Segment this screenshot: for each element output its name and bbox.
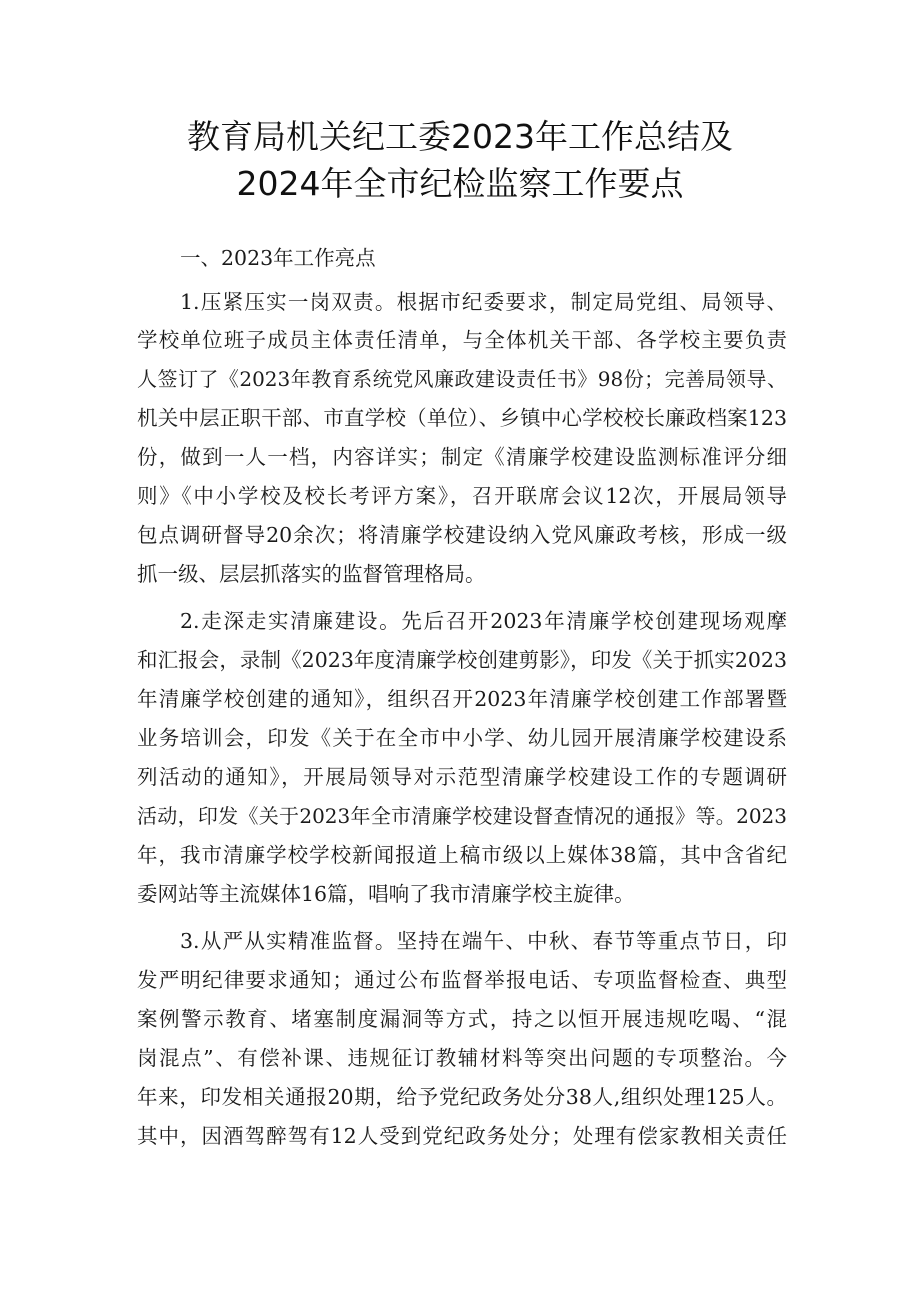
document-title-line-2: 2024年全市纪检监察工作要点 — [236, 164, 684, 203]
paragraph-3-line: 年来，印发相关通报20期，给予党纪政务处分38人,组织处理125人。 — [137, 1085, 787, 1109]
paragraph-2-line: 年，我市清廉学校学校新闻报道上稿市级以上媒体38篇，其中含省纪 — [137, 843, 787, 867]
paragraph-1-line: 抓一级、层层抓落实的监督管理格局。 — [137, 562, 486, 586]
paragraph-2-line: 2.走深走实清廉建设。先后召开2023年清廉学校创建现场观摩 — [180, 609, 787, 633]
paragraph-2-line: 委网站等主流媒体16篇，唱响了我市清廉学校主旋律。 — [137, 882, 635, 906]
section-heading: 一、2023年工作亮点 — [180, 246, 376, 270]
paragraph-3-line: 其中，因酒驾醉驾有12人受到党纪政务处分；处理有偿家教相关责任 — [137, 1124, 787, 1148]
paragraph-2-line: 年清廉学校创建的通知》，组织召开2023年清廉学校创建工作部署暨 — [137, 687, 787, 711]
paragraph-2-line: 业务培训会，印发《关于在全市中小学、幼儿园开展清廉学校建设系 — [137, 726, 787, 750]
paragraph-1-line: 包点调研督导20余次；将清廉学校建设纳入党风廉政考核，形成一级 — [137, 523, 787, 547]
paragraph-2-line: 列活动的通知》，开展局领导对示范型清廉学校建设工作的专题调研 — [137, 765, 787, 789]
document-title-line-1: 教育局机关纪工委2023年工作总结及 — [187, 117, 733, 156]
paragraph-3-line: 发严明纪律要求通知；通过公布监督举报电话、专项监督检查、典型 — [137, 968, 787, 992]
paragraph-3-line: 岗混点”、有偿补课、违规征订教辅材料等突出问题的专项整治。今 — [137, 1046, 787, 1070]
paragraph-1-line: 则》《中小学校及校长考评方案》，召开联席会议12次，开展局领导 — [137, 484, 787, 508]
paragraph-2-line: 和汇报会，录制《2023年度清廉学校创建剪影》，印发《关于抓实2023 — [137, 648, 787, 672]
paragraph-1-line: 人签订了《2023年教育系统党风廉政建设责任书》98份；完善局领导、 — [137, 367, 787, 391]
paragraph-1-line: 1.压紧压实一岗双责。根据市纪委要求，制定局党组、局领导、 — [180, 290, 787, 314]
paragraph-1-line: 机关中层正职干部、市直学校（单位）、乡镇中心学校校长廉政档案123 — [137, 406, 787, 430]
paragraph-3-line: 案例警示教育、堵塞制度漏洞等方式，持之以恒开展违规吃喝、“混 — [137, 1007, 787, 1031]
paragraph-3-line: 3.从严从实精准监督。坚持在端午、中秋、春节等重点节日，印 — [180, 929, 787, 953]
paragraph-2-line: 活动，印发《关于2023年全市清廉学校建设督查情况的通报》等。2023 — [137, 804, 787, 828]
paragraph-1-line: 份，做到一人一档，内容详实；制定《清廉学校建设监测标准评分细 — [137, 445, 787, 469]
paragraph-1-line: 学校单位班子成员主体责任清单，与全体机关干部、各学校主要负责 — [137, 328, 787, 352]
